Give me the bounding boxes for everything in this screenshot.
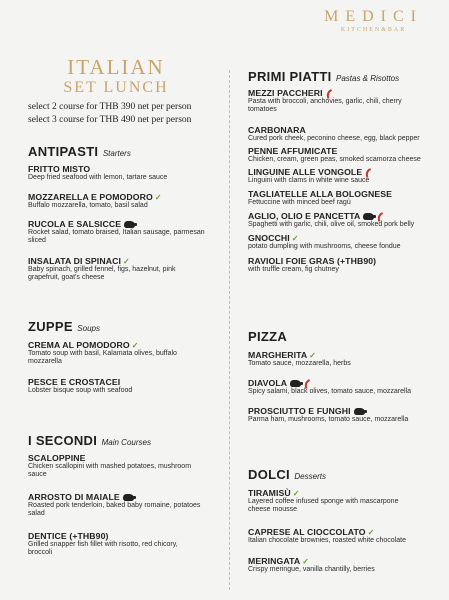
menu-item xyxy=(28,340,208,367)
menu-item xyxy=(248,488,418,515)
brand-logo xyxy=(324,8,423,33)
menu-title-line2: SET LUNCH xyxy=(63,79,169,96)
menu-item xyxy=(28,492,208,519)
item-description: with truffle cream, fig chutney xyxy=(248,266,339,273)
menu-item xyxy=(28,256,193,283)
item-description: Rocket salad, tomato braised, Italian sausage, parmesan sliced xyxy=(28,229,205,245)
item-name: TAGLIATELLE ALLA BOLOGNESE xyxy=(248,189,393,199)
item-name: MOZZARELLA E POMODORO xyxy=(28,192,153,202)
item-name: PESCE E CROSTACEI xyxy=(28,377,121,387)
leaf-check-icon: ✓ xyxy=(367,528,375,537)
menu-item xyxy=(248,406,443,424)
leaf-check-icon: ✓ xyxy=(292,489,300,498)
pig-icon xyxy=(363,213,374,220)
menu-item xyxy=(28,531,200,558)
item-name: DENTICE (+THB90) xyxy=(28,531,109,541)
section-title: ANTIPASTI xyxy=(28,144,99,159)
item-description: Grilled snapper fish fillet with risotto, red chicory, broccoli xyxy=(28,541,178,557)
item-name: AGLIO, OLIO E PANCETTA xyxy=(248,211,361,221)
item-description: Buffalo mozzarella, tomato, basil salad xyxy=(28,202,148,209)
item-name: RAVIOLI FOIE GRAS (+THB90) xyxy=(248,256,377,266)
section-subtitle: Pastas & Risottos xyxy=(335,74,400,83)
menu-item xyxy=(248,125,443,143)
item-name: INSALATA DI SPINACI xyxy=(28,256,121,266)
chili-icon xyxy=(364,168,373,178)
item-description: Tomato sauce, mozzarella, herbs xyxy=(248,360,351,367)
leaf-check-icon: ✓ xyxy=(291,234,299,243)
item-description: Baby spinach, grilled fennel, figs, hazelnut, pink grapefruit, goat's cheese xyxy=(28,266,176,282)
section-dolci-heading xyxy=(248,466,326,484)
item-name: MERINGATA xyxy=(248,556,301,566)
leaf-check-icon: ✓ xyxy=(131,341,139,350)
section-title: PRIMI PIATTI xyxy=(248,69,332,84)
item-name: CARBONARA xyxy=(248,125,306,135)
leaf-check-icon: ✓ xyxy=(122,257,130,266)
item-description: potato dumpling with mushrooms, cheese fondue xyxy=(248,243,401,250)
section-subtitle: Main Courses xyxy=(101,438,151,447)
section-subtitle: Starters xyxy=(102,149,131,158)
item-description: Linguini with clams in white wine sauce xyxy=(248,177,370,184)
section-antipasti-heading xyxy=(28,143,131,161)
option-2-course: select 2 course for THB 390 net per person xyxy=(28,102,192,112)
item-name: RUCOLA E SALSICCE xyxy=(28,219,122,229)
item-description: Roasted pork tenderloin, baked baby romaine, potatoes salad xyxy=(28,502,201,518)
item-name: LINGUINE ALLE VONGOLE xyxy=(248,167,363,177)
item-description: Chicken scallopini with mashed potatoes, mushroom sauce xyxy=(28,463,192,479)
item-name: MARGHERITA xyxy=(248,350,308,360)
leaf-check-icon: ✓ xyxy=(302,557,310,566)
pig-icon xyxy=(124,221,135,228)
pig-icon xyxy=(354,408,365,415)
item-description: Chicken, cream, green peas, smoked scamorza cheese xyxy=(248,156,421,163)
item-description: Italian chocolate brownies, roasted white chocolate xyxy=(248,537,406,544)
item-name: PENNE AFFUMICATE xyxy=(248,146,338,156)
menu-item xyxy=(248,527,443,545)
item-name: CAPRESE AL CIOCCOLATO xyxy=(248,527,366,537)
leaf-check-icon: ✓ xyxy=(154,193,162,202)
pig-icon xyxy=(123,494,134,501)
item-name: ARROSTO DI MAIALE xyxy=(28,492,120,502)
section-secondi-heading xyxy=(28,432,151,450)
item-description: Deep fried seafood with lemon, tartare sauce xyxy=(28,174,168,181)
brand-name: MEDICI xyxy=(324,8,423,25)
item-name: DIAVOLA xyxy=(248,378,288,388)
item-name: GNOCCHI xyxy=(248,233,290,243)
item-description: Tomato soup with basil, Kalamata olives, buffalo mozzarella xyxy=(28,350,177,366)
pig-icon xyxy=(290,380,301,387)
menu-item xyxy=(248,378,443,396)
item-name: TIRAMISÙ xyxy=(248,488,291,498)
menu-title-line1: ITALIAN xyxy=(67,55,165,79)
item-description: Crispy meringue, vanilla chantilly, berries xyxy=(248,566,375,573)
menu-item xyxy=(28,192,218,210)
section-pizza-heading xyxy=(248,328,287,346)
section-subtitle: Soups xyxy=(77,324,100,333)
section-title: DOLCI xyxy=(248,467,290,482)
option-3-course: select 3 course for THB 490 net per person xyxy=(28,115,192,125)
item-name: PROSCIUTTO E FUNGHI xyxy=(248,406,351,416)
menu-title xyxy=(28,57,204,96)
section-title: I SECONDI xyxy=(28,433,98,448)
section-primi-heading xyxy=(248,68,399,86)
menu-item xyxy=(28,453,208,480)
menu-item xyxy=(248,556,443,574)
item-description: Parma ham, mushrooms, tomato sauce, mozzarella xyxy=(248,416,409,423)
menu-item xyxy=(248,189,443,207)
item-description: Spaghetti with garlic, chili, olive oil, smoked pork belly xyxy=(248,221,415,228)
column-divider xyxy=(229,70,230,590)
menu-item xyxy=(28,219,208,246)
item-description: Lobster bisque soup with seafood xyxy=(28,387,133,394)
item-name: SCALOPPINE xyxy=(28,453,86,463)
menu-item xyxy=(248,350,443,368)
item-description: Cured pork cheek, peconino cheese, egg, black pepper xyxy=(248,135,420,142)
leaf-check-icon: ✓ xyxy=(309,351,317,360)
menu-item xyxy=(248,256,443,274)
section-zuppe-heading xyxy=(28,318,100,336)
menu-item xyxy=(28,164,218,182)
section-subtitle: Desserts xyxy=(294,472,326,481)
item-description: Pasta with broccoli, anchovies, garlic, chili, cherry tomatoes xyxy=(248,98,402,114)
section-title: ZUPPE xyxy=(28,319,73,334)
menu-item xyxy=(248,233,443,251)
menu-item xyxy=(248,167,443,185)
section-title: PIZZA xyxy=(248,329,288,344)
item-name: FRITTO MISTO xyxy=(28,164,91,174)
menu-item xyxy=(248,211,443,229)
item-description: Layered coffee infused sponge with mascarpone cheese mousse xyxy=(248,498,399,514)
brand-subtitle: KITCHEN&BAR xyxy=(340,27,407,33)
item-description: Spicy salami, black olives, tomato sauce, mozzarella xyxy=(248,388,412,395)
item-name: CREMA AL POMODORO xyxy=(28,340,130,350)
menu-item xyxy=(248,146,443,164)
menu-item xyxy=(28,377,218,395)
item-description: Fettuccine with minced beef ragù xyxy=(248,199,351,206)
item-name: MEZZI PACCHERI xyxy=(248,88,323,98)
menu-item xyxy=(248,88,426,115)
